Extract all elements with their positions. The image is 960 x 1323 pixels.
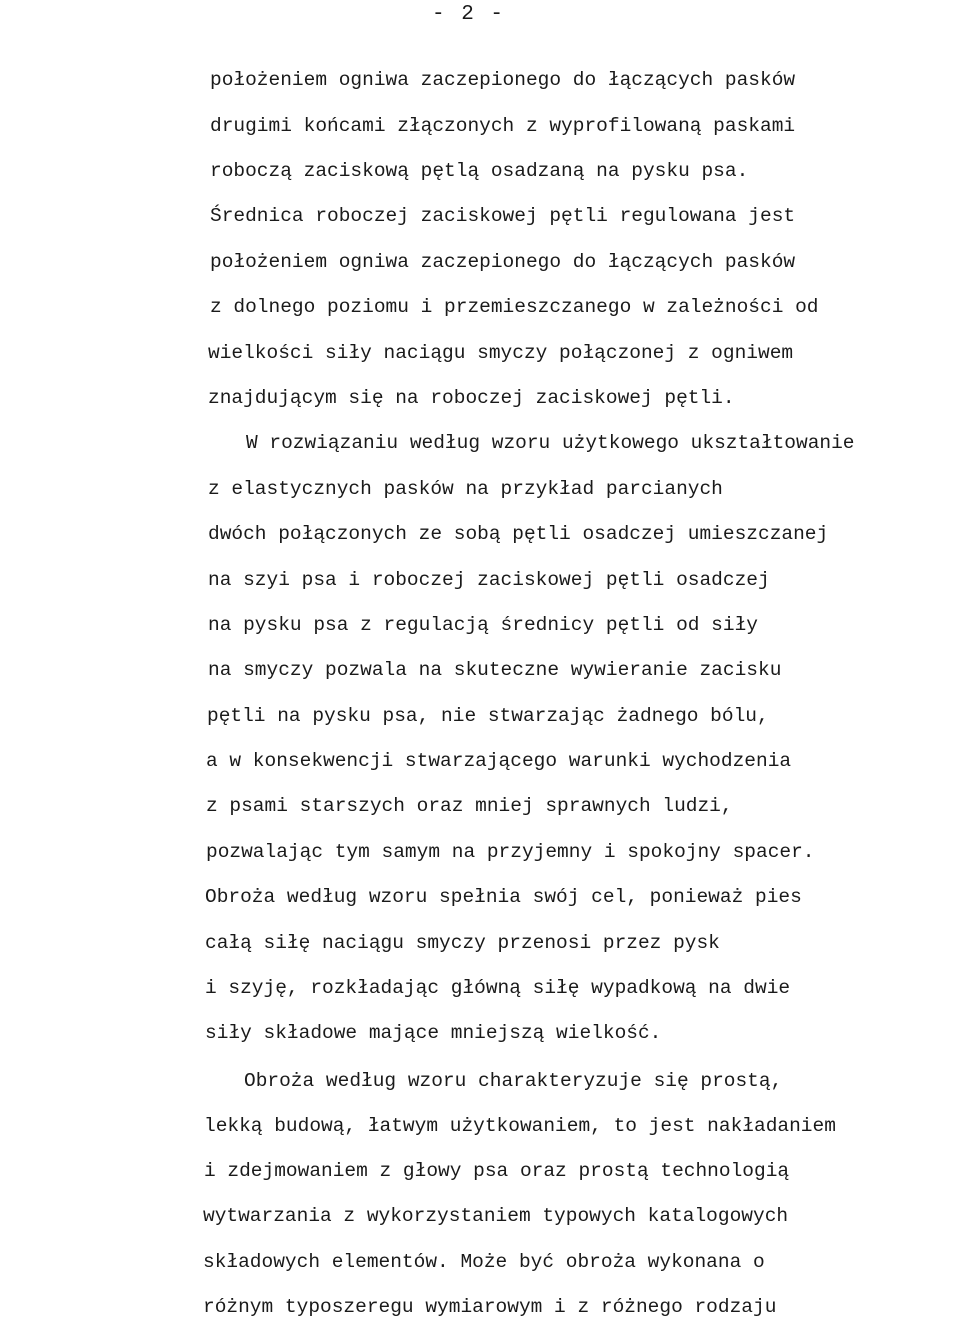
- text-line: na smyczy pozwala na skuteczne wywieranie zacisku: [208, 659, 782, 681]
- page-number: - 2 -: [432, 3, 506, 26]
- text-line: i szyję, rozkładając główną siłę wypadkową na dwie: [205, 977, 791, 999]
- text-line: W rozwiązaniu według wzoru użytkowego ukształtowanie: [246, 432, 855, 454]
- text-line: różnym typoszeregu wymiarowym i z różnego rodzaju: [203, 1296, 777, 1318]
- text-line: wytwarzania z wykorzystaniem typowych katalogowych: [203, 1205, 789, 1227]
- text-line: a w konsekwencji stwarzającego warunki wychodzenia: [206, 750, 792, 772]
- text-line: siły składowe mające mniejszą wielkość.: [205, 1022, 662, 1044]
- text-line: z elastycznych pasków na przykład parcianych: [208, 478, 723, 500]
- text-line: Obroża według wzoru spełnia swój cel, ponieważ pies: [205, 886, 802, 908]
- text-line: dwóch połączonych ze sobą pętli osadczej umieszczanej: [208, 523, 829, 545]
- text-line: roboczą zaciskową pętlą osadzaną na pysku psa.: [210, 160, 749, 182]
- text-line: położeniem ogniwa zaczepionego do łączących pasków: [210, 69, 796, 91]
- text-line: Obroża według wzoru charakteryzuje się prostą,: [244, 1070, 783, 1092]
- text-line: pozwalając tym samym na przyjemny i spokojny spacer.: [206, 841, 815, 863]
- text-line: na pysku psa z regulacją średnicy pętli od siły: [208, 614, 758, 636]
- text-line: położeniem ogniwa zaczepionego do łączących pasków: [210, 251, 796, 273]
- text-line: pętli na pysku psa, nie stwarzając żadnego bólu,: [207, 705, 769, 727]
- text-line: lekką budową, łatwym użytkowaniem, to jest nakładaniem: [204, 1115, 836, 1137]
- text-line: Średnica roboczej zaciskowej pętli regulowana jest: [210, 205, 796, 227]
- text-line: z psami starszych oraz mniej sprawnych ludzi,: [206, 795, 733, 817]
- text-line: drugimi końcami złączonych z wyprofilowaną paskami: [210, 115, 796, 137]
- text-line: całą siłę naciągu smyczy przenosi przez pysk: [205, 932, 720, 954]
- text-line: na szyi psa i roboczej zaciskowej pętli osadczej: [208, 569, 770, 591]
- text-line: znajdującym się na roboczej zaciskowej pętli.: [208, 387, 735, 409]
- text-line: wielkości siły naciągu smyczy połączonej z ogniwem: [208, 342, 794, 364]
- text-line: składowych elementów. Może być obroża wykonana o: [203, 1251, 765, 1273]
- text-line: z dolnego poziomu i przemieszczanego w zależności od: [210, 296, 819, 318]
- text-line: i zdejmowaniem z głowy psa oraz prostą technologią: [204, 1160, 790, 1182]
